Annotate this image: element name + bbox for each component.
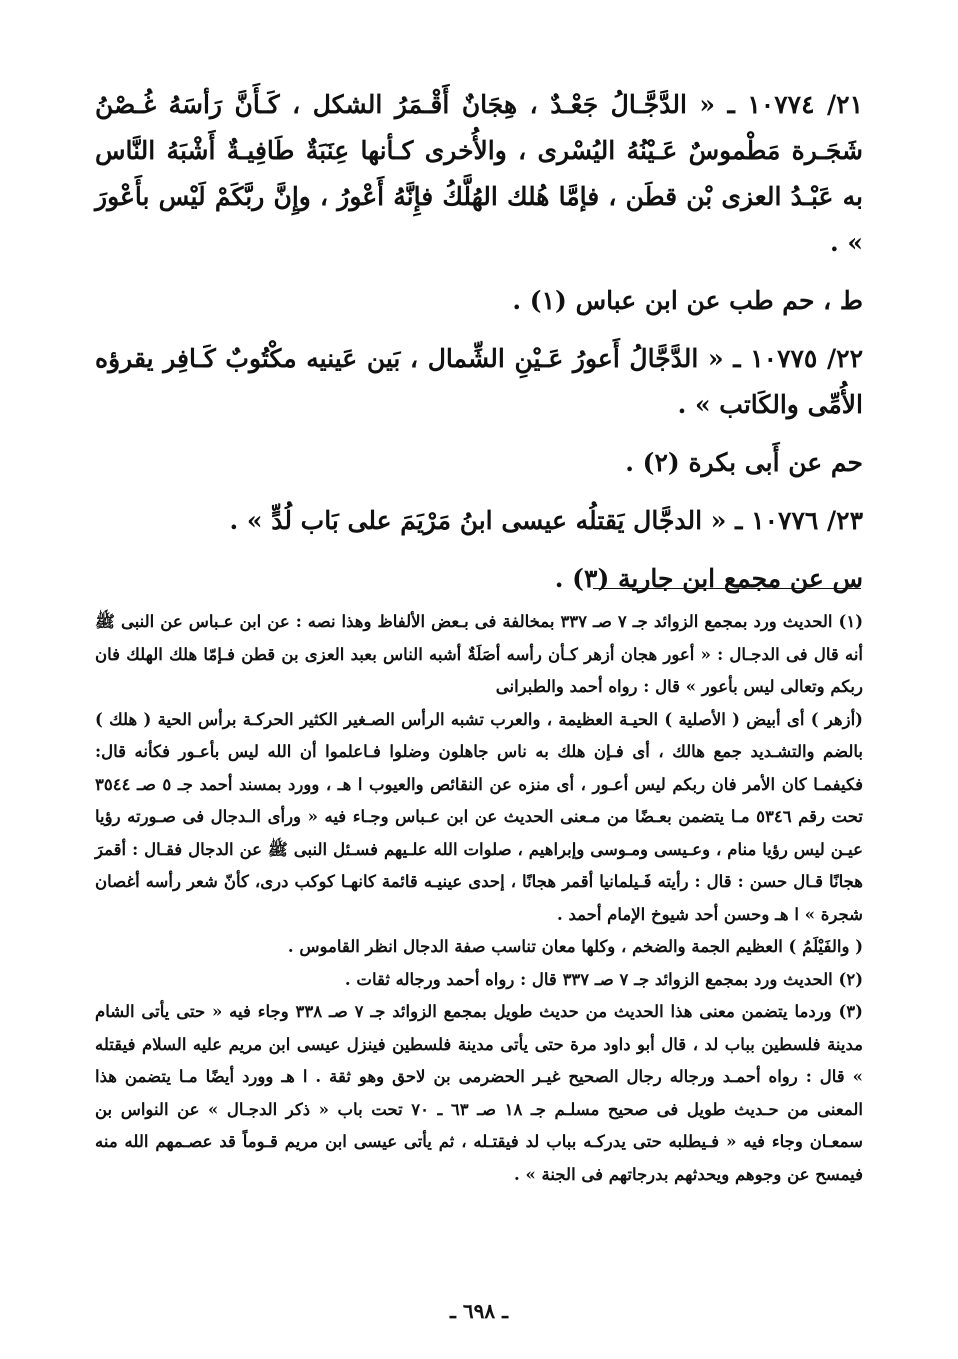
hadith-source: ط ، حم طب عن ابن عباس (١) . (512, 286, 863, 315)
footnote-divider (593, 588, 861, 589)
hadith-source: س عن مجمع ابن جارية (٣) . (554, 564, 863, 593)
footnote: (١) الحديث ورد بمجمع الزوائد جـ ٧ صـ ٣٣٧ بمخالفة فى بـعض الألفاظ وهذا نصه : عن ابن عـباس عن النبى ﷺ أنه قال فى الدجـال : « أعور هجان أزهر كـأن رأسه أصَلَةٌ أشبه الناس بعبد العزى بن قطن فـإمّا هلك الهلك فان ربكم وتعالى ليس بأعور » قال : رواه أحمد والطبرانى (95, 612, 863, 696)
footnote: ( والفَيْلَمُ ) العظيم الجمة والضخم ، وكلها معان تناسب صفة الدجال انظر القاموس . (287, 937, 863, 956)
footnote: (٣) وردما يتضمن معنى هذا الحديث من حديث طويل بمجمع الزوائد جـ ٧ صـ ٣٣٨ وجاء فيه « حتى يأتى الشام مدينة فلسطين بباب لد ، قال أبو داود مرة حتى يأتى مدينة فلسطين فينزل عيسى ابن مريم عليه السلام فيقتله » قال : رواه أحمـد ورجاله رجال الصحيح غيـر الحضرمى بن لاحق وهو ثقة . ا هـ وورد أيضًا مـا يتضمن هذا المعنى من حـديث طويل فى صحيح مسلـم جـ ١٨ صـ ٦٣ ـ ٧٠ تحت باب « ذكر الدجـال » عن النواس بن سمعـان وجاء فيه « فـيطلبه حتى يدركـه بباب لد فيقتـله ، ثم يأتى عيسى ابن مريم قـوماً قد عصـمهم الله منه فيمسح عن وجوهم ويحدثهم بدرجاتهم فى الجنة » . (95, 1002, 863, 1184)
hadith-source: حم عن أَبى بكرة (٢) . (625, 448, 863, 477)
hadith-text: ٢١/ ١٠٧٧٤ ـ « الدَّجَّـالُ جَعْـدٌ ، هِجَانٌ أَقْـمَرُ الشكل ، كَـأَنَّ رَأسَهُ غُـصْنُ شَجَـرة مَطْموسٌ عَـيْنُهُ اليُسْرى ، والأُخرى كـأنها عِنَبَةٌ طَافِيـةٌ أَشْبَهُ النَّاس به عَبْـدُ العزى بْن قطَن ، فإمَّا هُلك الهُلَّكُ فإِنَّهُ أَعْورُ ، وإِنَّ ربَّكَمْ لَيْس بأَعْورَ » . (95, 90, 863, 257)
page-number: ـ ٦٩٨ ـ (450, 1299, 508, 1323)
hadith-text: ٢٣/ ١٠٧٧٦ ـ « الدجَّال يَقتلُه عيسى ابنُ مَرْيَمَ على بَاب لُدٍّ » . (229, 506, 863, 535)
footnote: (أزهر ) أى أبيض ( الأصلية ) الحيـة العظيمة ، والعرب تشبه الرأس الصـغير الكثير الحركـة برأس الحية ( هلك ) بالضم والتشـديد جمع هالك ، أى فـإن هلك به ناس جاهلون وضلوا فـاعلموا أن الله ليس بأعـور فكأنه قال: فكيفمـا كان الأمر فان ربكم ليس أعـور ، أى منزه عن النقائص والعيوب ا هـ ، وورد بمسند أحمد جـ ٥ صـ ٣٥٤٤ تحت رقم ٥٣٤٦ مـا يتضمن بعـضًا من مـعنى الحديث عن ابن عـباس وجـاء فيه « ورأى الـدجال فى صـورته رؤيا عيـن ليس رؤيا منام ، وعـيسى ومـوسى وإبراهيم ، صلوات الله علـيهم فسـئل النبى ﷺ عن الدجال فقـال : أقمرَ هجانًا قـال حسن : قال : رأيته فَـيلمانيا أقمر هجانًا ، إحدى عينيـه قائمة كانهـا كوكب درى، كأنّ شعر رأسه أغصان شجرة » ا هـ وحسن أحد شيوخ الإمام أحمد . (95, 709, 863, 924)
hadith-section (95, 82, 863, 614)
footnote: (٢) الحديث ورد بمجمع الزوائد جـ ٧ صـ ٣٣٧ قال : رواه أحمد ورجاله ثقات . (344, 969, 863, 989)
hadith-text: ٢٢/ ١٠٧٧٥ ـ « الدَّجَّالُ أَعورُ عَـيْنِ الشِّمال ، بَين عَينيه مكْتُوبٌ كَـافِر يقرؤه الأُمِّى والكَاتب » . (95, 344, 863, 419)
footnotes-section (95, 606, 863, 1191)
